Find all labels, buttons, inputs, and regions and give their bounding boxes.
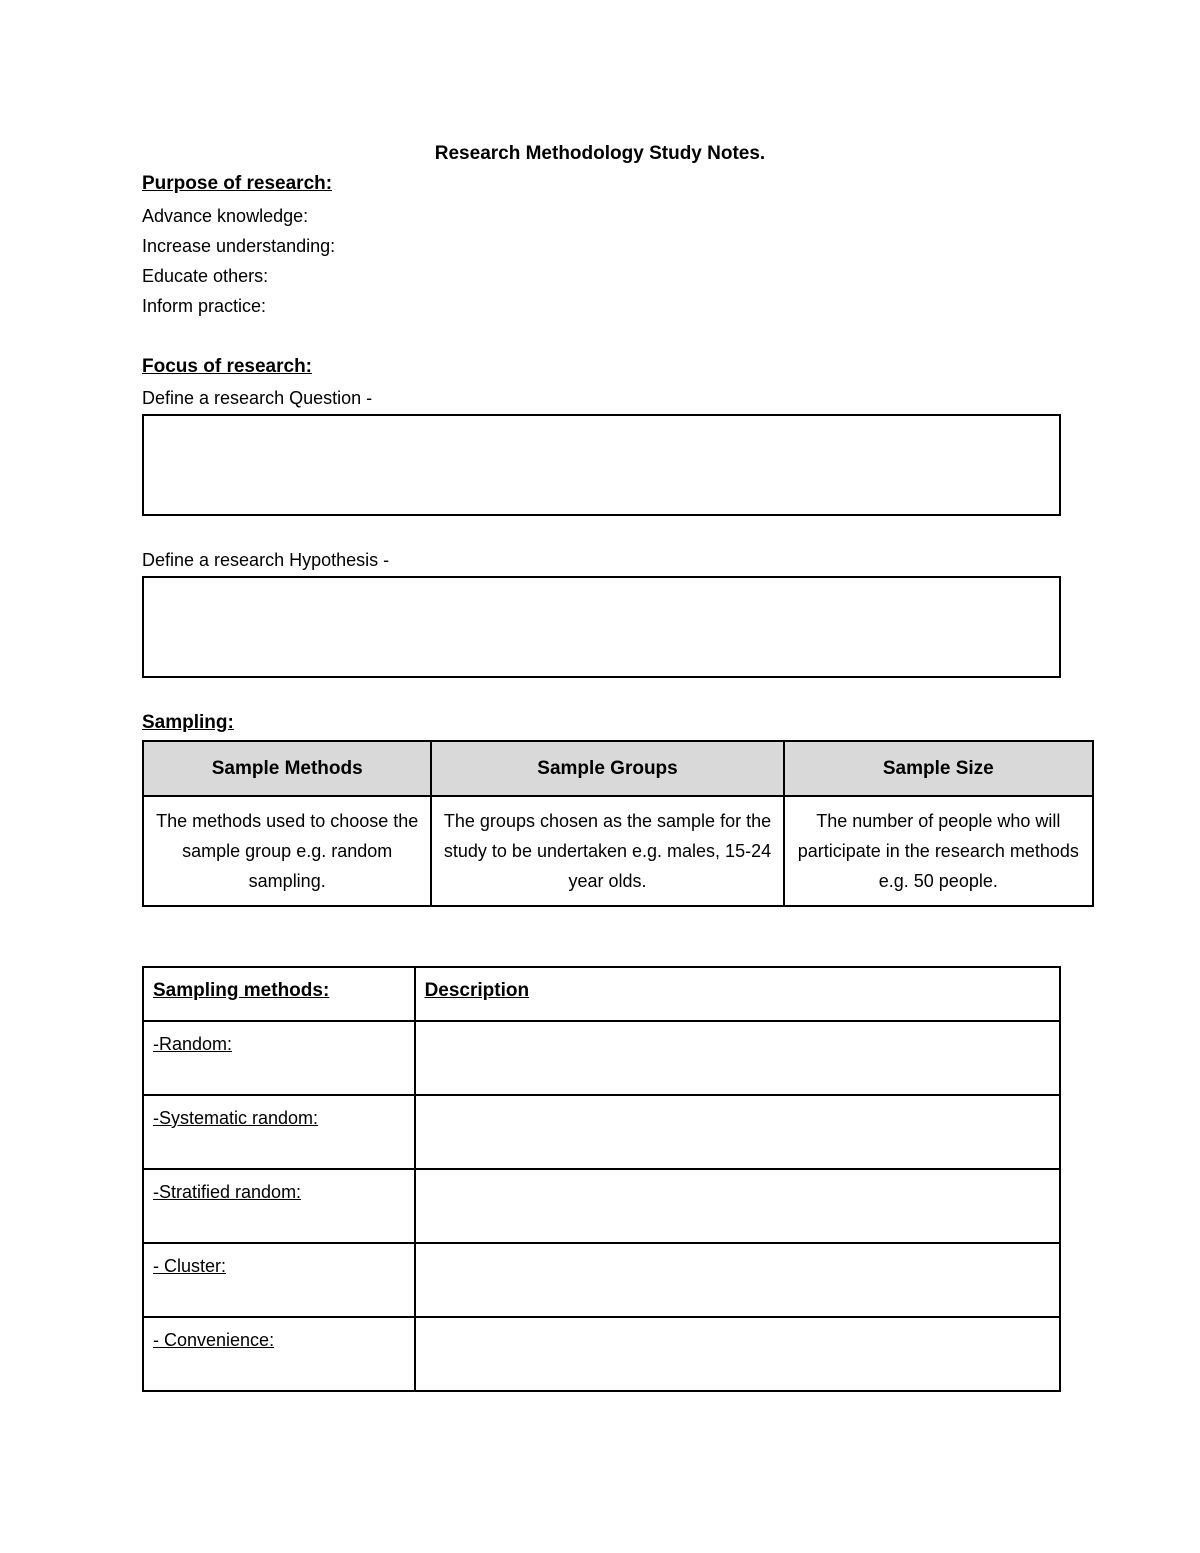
description-random[interactable] bbox=[415, 1021, 1060, 1095]
table-row bbox=[143, 1095, 1060, 1169]
table-row bbox=[143, 1169, 1060, 1243]
cell-sample-methods: The methods used to choose the sample group e.g. random sampling. bbox=[143, 796, 431, 906]
research-hypothesis-box[interactable] bbox=[142, 576, 1061, 678]
header-description: Description bbox=[415, 967, 1060, 1021]
header-sample-groups: Sample Groups bbox=[431, 741, 783, 796]
methods-table-header-row bbox=[143, 967, 1060, 1021]
method-random: -Random: bbox=[143, 1021, 415, 1095]
table-row bbox=[143, 1317, 1060, 1391]
sampling-methods-table bbox=[142, 966, 1061, 1392]
purpose-item-increase-understanding: Increase understanding: bbox=[142, 236, 336, 256]
description-cluster[interactable] bbox=[415, 1243, 1060, 1317]
description-stratified-random[interactable] bbox=[415, 1169, 1060, 1243]
table-row bbox=[143, 1243, 1060, 1317]
purpose-item-inform-practice: Inform practice: bbox=[142, 296, 267, 316]
research-hypothesis-label: Define a research Hypothesis - bbox=[142, 550, 390, 570]
header-sample-methods: Sample Methods bbox=[143, 741, 431, 796]
header-sampling-methods: Sampling methods: bbox=[143, 967, 415, 1021]
header-sample-size: Sample Size bbox=[784, 741, 1093, 796]
method-systematic-random: -Systematic random: bbox=[143, 1095, 415, 1169]
research-question-box[interactable] bbox=[142, 414, 1061, 516]
cell-sample-groups: The groups chosen as the sample for the study to be undertaken e.g. males, 15-24 year olds. bbox=[431, 796, 783, 906]
sampling-table-row bbox=[143, 796, 1093, 906]
description-convenience[interactable] bbox=[415, 1317, 1060, 1391]
focus-heading: Focus of research: bbox=[142, 356, 312, 377]
method-convenience: - Convenience: bbox=[143, 1317, 415, 1391]
purpose-item-educate-others: Educate others: bbox=[142, 266, 269, 286]
purpose-item-advance-knowledge: Advance knowledge: bbox=[142, 206, 309, 226]
purpose-heading: Purpose of research: bbox=[142, 173, 333, 194]
method-cluster: - Cluster: bbox=[143, 1243, 415, 1317]
cell-sample-size: The number of people who will participate in the research methods e.g. 50 people. bbox=[784, 796, 1093, 906]
sampling-table bbox=[142, 740, 1094, 907]
document-title: Research Methodology Study Notes. bbox=[434, 143, 766, 164]
research-question-label: Define a research Question - bbox=[142, 388, 373, 408]
method-stratified-random: -Stratified random: bbox=[143, 1169, 415, 1243]
sampling-table-header-row bbox=[143, 741, 1093, 796]
table-row bbox=[143, 1021, 1060, 1095]
sampling-heading: Sampling: bbox=[142, 712, 234, 733]
description-systematic-random[interactable] bbox=[415, 1095, 1060, 1169]
